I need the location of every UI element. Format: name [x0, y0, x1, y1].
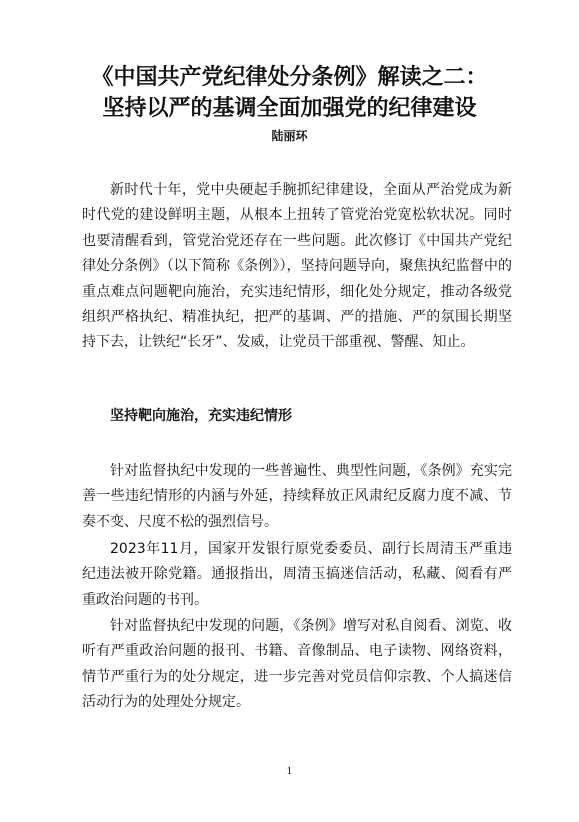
intro-paragraph: 新时代十年，党中央硬起手腕抓纪律建设，全面从严治党成为新时代党的建设鲜明主题，从根本上扭转了管党治党宽松软状况。同时也要清醒看到，管党治党还存在一些问题。此次修订《中国共产党纪律处分条例》（以下简称《条例》），坚持问题导向，聚焦执纪监督中的重点难点问题靶向施治，充实违纪情形，细化处分规定，推动各级党组织严格执纪、精准执纪，把严的基调、严的措施、严的氛围长期坚持下去，让铁纪“长牙”、发威，让党员干部重视、警醒、知止。 — [82, 182, 512, 351]
section-heading: 坚持靶向施治，充实违纪情形 — [110, 408, 292, 424]
body-paragraph-3: 针对监督执纪中发现的问题，《条例》增写对私自阅看、浏览、收听有严重政治问题的报刊、书籍、音像制品、电子读物、网络资料，情节严重行为的处分规定，进一步完善对党员信仰宗教、个人搞迷信活动行为的处理处分规定。 — [82, 618, 512, 711]
page-number: 1 — [286, 767, 293, 777]
document-title-line-2: 坚持以严的基调全面加强党的纪律建设 — [102, 95, 477, 121]
document-title-line-1: 《中国共产党纪律处分条例》解读之二： — [91, 64, 488, 90]
body-paragraph-2: 2023年11月，国家开发银行原党委委员、副行长周清玉严重违纪违法被开除党籍。通报指出，周清玉搞迷信活动，私藏、阅看有严重政治问题的书刊。 — [82, 541, 512, 608]
body-paragraph-1: 针对监督执纪中发现的一些普遍性、典型性问题，《条例》充实完善一些违纪情形的内涵与外延，持续释放正风肃纪反腐力度不减、节奏不变、尺度不松的强烈信号。 — [82, 463, 512, 530]
author-name: 陆丽环 — [271, 129, 308, 143]
